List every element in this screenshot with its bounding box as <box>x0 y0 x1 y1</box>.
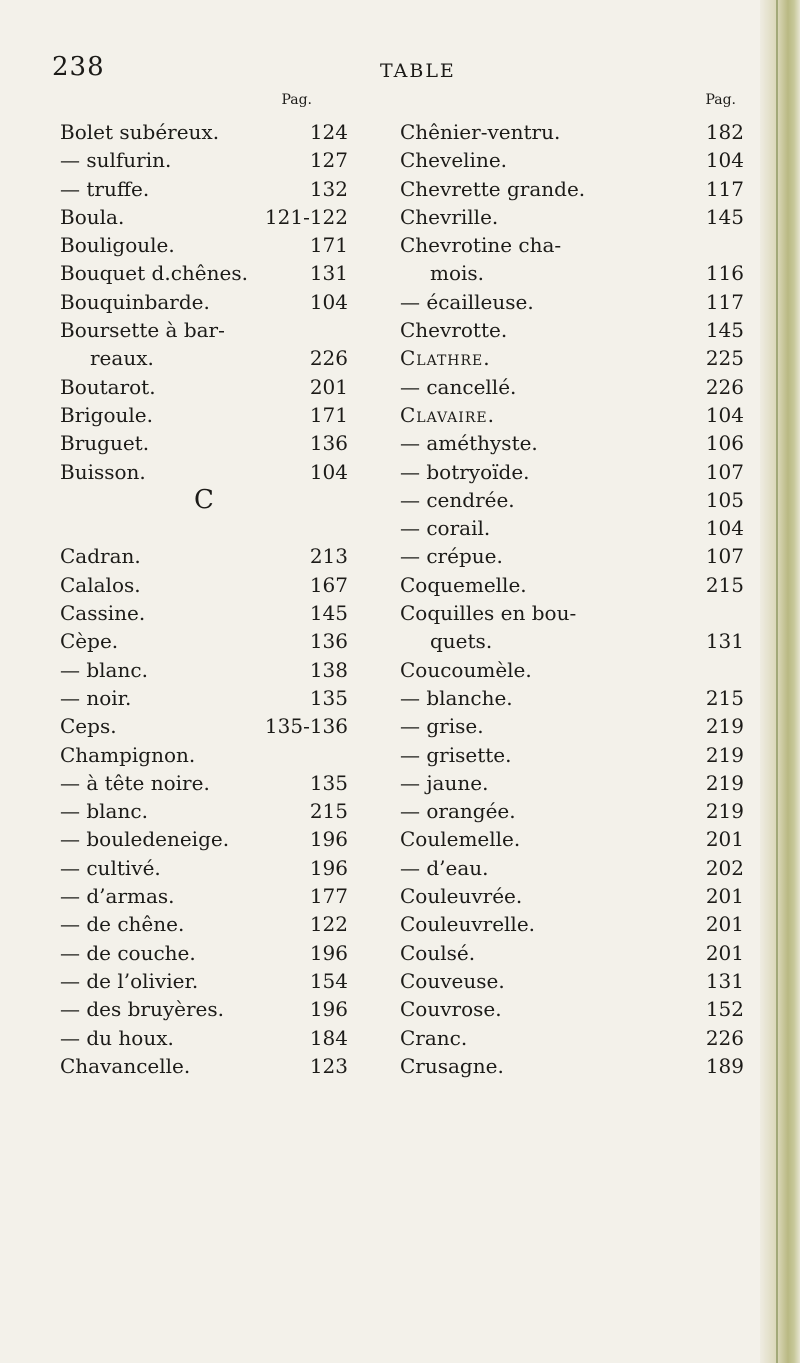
entry-name: Bruguet. <box>60 431 150 456</box>
entry-page: 135 <box>309 685 348 710</box>
index-entry <box>400 316 744 344</box>
index-entry <box>60 401 348 429</box>
entry-name: Bolet subéreux. <box>60 120 220 144</box>
entry-name: — orangée. <box>400 799 516 824</box>
index-entry <box>400 741 744 769</box>
index-entry <box>60 967 348 995</box>
entry-page: 121-122 <box>264 204 348 229</box>
entry-page: 213 <box>309 544 348 569</box>
entry-name: Couvrose. <box>400 997 502 1022</box>
entry-page: 117 <box>705 289 744 314</box>
entry-name: — bouledeneige. <box>60 827 230 852</box>
entry-page: 226 <box>705 374 744 399</box>
entry-page: 136 <box>309 629 348 654</box>
entry-name: — de couche. <box>60 940 196 965</box>
index-entry <box>400 797 744 825</box>
entry-page: 145 <box>705 318 744 343</box>
entry-page: 201 <box>705 827 744 852</box>
entry-name: — cultivé. <box>60 855 161 880</box>
entry-name: Champignon. <box>60 742 196 767</box>
entry-page: 104 <box>309 289 348 314</box>
index-entry <box>60 684 348 712</box>
entry-page: 104 <box>705 402 744 427</box>
index-entry <box>60 882 348 910</box>
page-number: 238 <box>52 52 105 82</box>
index-entry <box>400 203 744 231</box>
index-entry <box>60 741 348 769</box>
index-entry <box>60 995 348 1023</box>
entry-page: 201 <box>705 912 744 937</box>
index-entry <box>60 542 348 570</box>
index-entry <box>400 1024 744 1052</box>
entry-page: 196 <box>309 940 348 965</box>
entry-name: Cèpe. <box>60 629 119 654</box>
entry-name: — botryoïde. <box>400 459 530 484</box>
index-entry <box>60 203 348 231</box>
index-entry <box>400 118 744 146</box>
index-entry <box>400 1052 744 1080</box>
index-entry <box>60 429 348 457</box>
index-entry <box>400 486 744 514</box>
entry-page: 116 <box>705 261 744 286</box>
index-entry <box>60 316 348 344</box>
entry-page: 171 <box>309 402 348 427</box>
entry-page: 131 <box>705 629 744 654</box>
entry-page: 145 <box>309 601 348 626</box>
entry-name: — blanc. <box>60 799 148 824</box>
entry-page: 104 <box>309 459 348 484</box>
index-entry <box>60 769 348 797</box>
entry-page: 135 <box>309 770 348 795</box>
index-entry <box>400 854 744 882</box>
index-entry <box>400 288 744 316</box>
entry-name: Buisson. <box>60 459 146 484</box>
running-head: TABLE <box>380 60 456 82</box>
entry-name: — de l’olivier. <box>60 968 199 993</box>
entry-page: 177 <box>309 884 348 909</box>
index-entry <box>400 175 744 203</box>
index-entry <box>60 825 348 853</box>
index-entry <box>60 910 348 938</box>
index-entry <box>60 458 348 486</box>
entry-name: — jaune. <box>400 770 489 795</box>
entry-name: Cheveline. <box>400 148 508 173</box>
index-entry <box>400 542 744 570</box>
entry-name: Couveuse. <box>400 968 505 993</box>
index-entry <box>60 627 348 655</box>
entry-name: Ceps. <box>60 714 117 739</box>
index-entry <box>400 401 744 429</box>
entry-page: 202 <box>705 855 744 880</box>
entry-page: 104 <box>705 516 744 541</box>
entry-page: 196 <box>309 855 348 880</box>
entry-name: — noir. <box>60 685 132 710</box>
index-entry <box>400 939 744 967</box>
entry-name: — grisette. <box>400 742 512 767</box>
index-entry <box>400 910 744 938</box>
entry-page: 219 <box>705 799 744 824</box>
entry-page: 154 <box>309 968 348 993</box>
entry-name: — écailleuse. <box>400 289 534 314</box>
index-entry <box>400 967 744 995</box>
index-entry <box>60 797 348 825</box>
index-entry <box>60 939 348 967</box>
index-entry <box>400 656 744 684</box>
entry-name: Chavancelle. <box>60 1053 191 1078</box>
entry-name: Coulsé. <box>400 940 476 965</box>
entry-name: — grise. <box>400 714 484 739</box>
index-entry <box>400 146 744 174</box>
entry-name: Clathre. <box>400 346 491 371</box>
index-entry <box>60 231 348 259</box>
index-entry <box>60 118 348 146</box>
index-entry <box>60 599 348 627</box>
index-entry <box>60 571 348 599</box>
entry-name: Cadran. <box>60 544 141 569</box>
entry-name: Chênier-ventru. <box>400 120 561 144</box>
index-entry <box>400 684 744 712</box>
entry-page: 107 <box>705 459 744 484</box>
entry-page: 225 <box>705 346 744 371</box>
index-entry <box>60 175 348 203</box>
index-entry <box>400 259 744 287</box>
index-entry <box>60 854 348 882</box>
entry-name: Coquilles en bou- <box>400 601 577 626</box>
index-column-right <box>400 92 744 1080</box>
index-entry <box>400 599 744 627</box>
page-edge-shadow <box>760 0 800 1363</box>
entry-name: — améthyste. <box>400 431 538 456</box>
entry-page: 124 <box>309 120 348 144</box>
entry-name: quets. <box>430 629 493 654</box>
entry-name: Bouquinbarde. <box>60 289 210 314</box>
index-column-left <box>60 92 348 1080</box>
index-entry <box>400 514 744 542</box>
index-entry <box>60 1024 348 1052</box>
entry-name: Couleuvrée. <box>400 884 523 909</box>
entry-page: 145 <box>705 204 744 229</box>
entry-name: Coquemelle. <box>400 572 527 597</box>
entry-name: — blanche. <box>400 685 513 710</box>
entry-page: 196 <box>309 997 348 1022</box>
entry-name: — sulfurin. <box>60 148 172 173</box>
entry-page: 215 <box>705 685 744 710</box>
entry-page: 104 <box>705 148 744 173</box>
entry-page: 215 <box>309 799 348 824</box>
entry-page: 184 <box>309 1025 348 1050</box>
entry-name: Chevrotte. <box>400 318 508 343</box>
entry-name: — de chêne. <box>60 912 185 937</box>
entry-name: Clavaire. <box>400 402 495 427</box>
entry-name: Crusagne. <box>400 1053 504 1078</box>
index-entry <box>400 458 744 486</box>
index-entry <box>400 571 744 599</box>
index-entry <box>400 429 744 457</box>
index-entry <box>60 712 348 740</box>
entry-page: 189 <box>705 1053 744 1078</box>
entry-page: 171 <box>309 233 348 258</box>
index-entry <box>400 882 744 910</box>
entry-name: Boursette à bar- <box>60 318 225 343</box>
entry-page: 132 <box>309 176 348 201</box>
entry-name: Boutarot. <box>60 374 156 399</box>
entry-page: 106 <box>705 431 744 456</box>
entry-page: 219 <box>705 714 744 739</box>
entry-page: 219 <box>705 770 744 795</box>
entry-page: 201 <box>705 940 744 965</box>
entry-name: — à tête noire. <box>60 770 210 795</box>
entry-name: Couleuvrelle. <box>400 912 536 937</box>
entry-name: Chevrotine cha- <box>400 233 562 258</box>
entry-page: 123 <box>309 1053 348 1078</box>
entry-page: 105 <box>705 487 744 512</box>
index-entry <box>60 514 348 542</box>
entry-name: Cassine. <box>60 601 146 626</box>
entry-page: 152 <box>705 997 744 1022</box>
index-entry <box>400 995 744 1023</box>
entry-name: Calalos. <box>60 572 141 597</box>
entry-page: 226 <box>705 1025 744 1050</box>
pag-label-right: Pag. <box>705 92 736 108</box>
index-entry <box>400 231 744 259</box>
index-entry <box>400 712 744 740</box>
page-edge-line <box>776 0 778 1363</box>
index-entry <box>60 288 348 316</box>
index-entry <box>60 1052 348 1080</box>
entry-page: 107 <box>705 544 744 569</box>
entry-page: 215 <box>705 572 744 597</box>
entry-page: 122 <box>309 912 348 937</box>
index-entry <box>60 656 348 684</box>
entry-name: — d’armas. <box>60 884 175 909</box>
entry-name: — des bruyères. <box>60 997 225 1022</box>
entry-name: — cendrée. <box>400 487 515 512</box>
entry-name: Coulemelle. <box>400 827 521 852</box>
entry-name: — corail. <box>400 516 491 541</box>
entry-page: 182 <box>705 120 744 144</box>
index-entry <box>60 259 348 287</box>
index-entry <box>60 146 348 174</box>
entry-page: 201 <box>705 884 744 909</box>
entry-page: 136 <box>309 431 348 456</box>
entry-name: Boula. <box>60 204 125 229</box>
index-entry <box>60 344 348 372</box>
index-entry <box>400 769 744 797</box>
entry-page: 135-136 <box>264 714 348 739</box>
entry-name: mois. <box>430 261 485 286</box>
entry-page: 196 <box>309 827 348 852</box>
index-entry <box>60 373 348 401</box>
pag-label-left: Pag. <box>281 92 312 108</box>
index-entry <box>400 627 744 655</box>
entry-name: Brigoule. <box>60 402 153 427</box>
index-entry <box>60 486 348 514</box>
entry-page: 131 <box>309 261 348 286</box>
entry-page: 167 <box>309 572 348 597</box>
entry-name: Bouquet d.chênes. <box>60 261 248 286</box>
entry-page: 219 <box>705 742 744 767</box>
index-entry <box>400 825 744 853</box>
entry-name: — du houx. <box>60 1025 174 1050</box>
entry-page: 201 <box>309 374 348 399</box>
index-entry <box>400 344 744 372</box>
index-entry <box>400 373 744 401</box>
entry-page: 131 <box>705 968 744 993</box>
entry-name: — d’eau. <box>400 855 489 880</box>
page-header <box>0 52 760 92</box>
entry-name: Chevrette grande. <box>400 176 586 201</box>
entry-name: — cancellé. <box>400 374 517 399</box>
entry-page: 117 <box>705 176 744 201</box>
entry-name: Cranc. <box>400 1025 468 1050</box>
entry-name: Chevrille. <box>400 204 499 229</box>
entry-name: reaux. <box>90 346 154 371</box>
section-letter: C <box>194 484 214 515</box>
entry-page: 138 <box>309 657 348 682</box>
entry-name: Coucoumèle. <box>400 657 532 682</box>
entry-page: 127 <box>309 148 348 173</box>
entry-page: 226 <box>309 346 348 371</box>
entry-name: Bouligoule. <box>60 233 175 258</box>
entry-name: — truffe. <box>60 176 150 201</box>
entry-name: — crépue. <box>400 544 503 569</box>
entry-name: — blanc. <box>60 657 148 682</box>
